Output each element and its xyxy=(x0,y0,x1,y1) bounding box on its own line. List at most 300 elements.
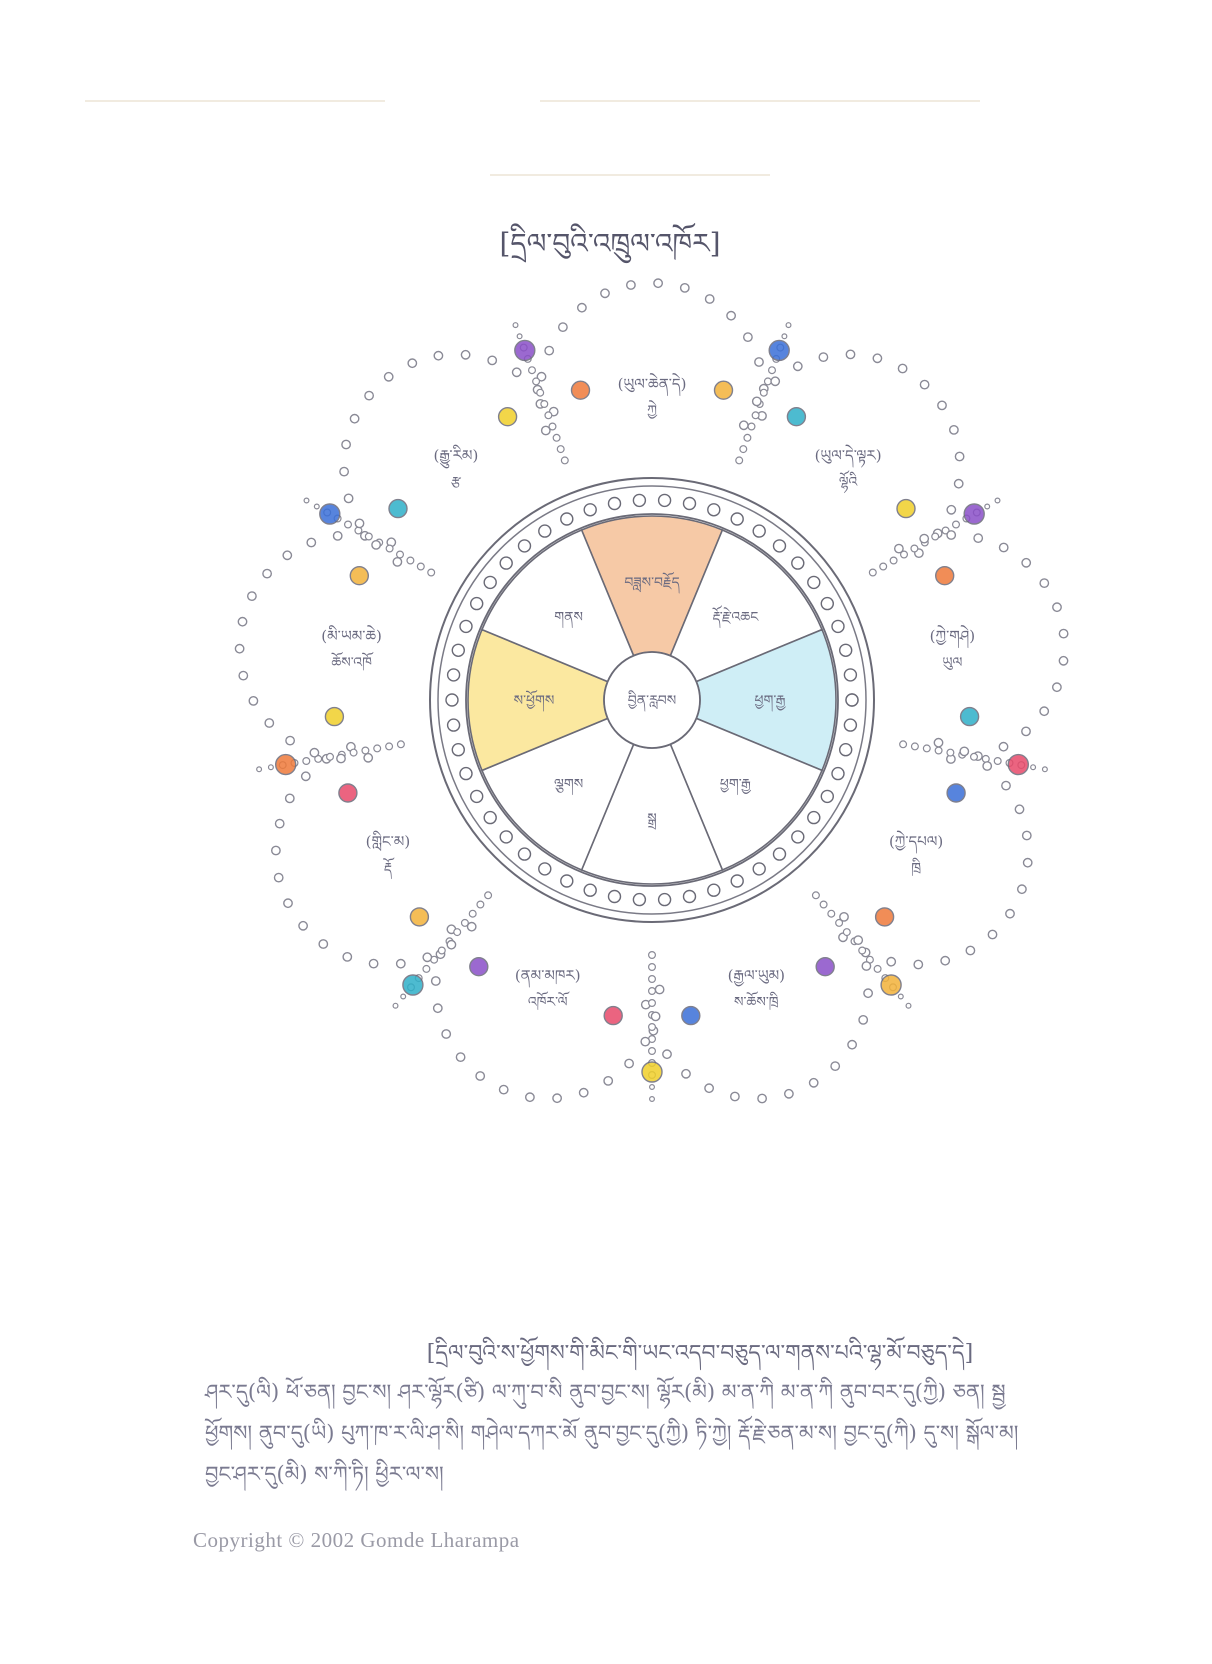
bead xyxy=(434,1004,442,1012)
jewel xyxy=(642,1062,662,1082)
bead xyxy=(1031,765,1036,770)
bead xyxy=(736,457,743,464)
bead xyxy=(706,295,714,303)
bead xyxy=(874,966,881,973)
body-line: བྱང་ཤར་དུ(མི) ས་ཀི་ཏི། ཕྱིར་ལ་ས། xyxy=(205,1462,444,1486)
bead xyxy=(310,749,318,757)
bead xyxy=(1023,831,1031,839)
bead xyxy=(786,323,791,328)
petal xyxy=(839,739,1032,969)
bead xyxy=(911,545,918,552)
bead xyxy=(304,498,309,503)
chain-link xyxy=(584,884,596,896)
petal xyxy=(235,532,395,763)
bead xyxy=(362,747,369,754)
chain-link xyxy=(460,768,472,780)
bead xyxy=(950,426,958,434)
chain-link xyxy=(519,848,531,860)
bead xyxy=(848,1041,856,1049)
chain-link xyxy=(832,620,844,632)
chain-link xyxy=(844,719,856,731)
bead xyxy=(974,534,982,542)
bead xyxy=(407,557,414,564)
bead xyxy=(372,541,380,549)
spike xyxy=(604,952,700,1102)
bead xyxy=(432,977,440,985)
jewel xyxy=(604,1007,622,1025)
chain-link xyxy=(633,894,645,906)
jewel xyxy=(961,708,979,726)
bead xyxy=(537,389,544,396)
jewel xyxy=(470,958,488,976)
chain-link xyxy=(792,557,804,569)
bead xyxy=(740,421,748,429)
chain-link xyxy=(609,891,621,903)
bead xyxy=(284,899,292,907)
bead xyxy=(314,504,319,509)
bead xyxy=(649,1048,656,1055)
bead xyxy=(1022,559,1030,567)
petal-sublabel: རྩ xyxy=(450,474,461,491)
chain-link xyxy=(840,744,852,756)
body-line: ཕྱོགས། ནུབ་དུ(ཡི) པུཀ་ཁ་ར་ལི་ཤ་སི། གཤེལ་དཀར་མོ ནུབ་བྱང་དུ(ཀྱི) ཏི་ཀྱེ། རྡོ་རྗེ་ཅན་མ་ས། བྱང་དུ(ཀི) དུ་ས། སྒོལ་མ། xyxy=(205,1421,1019,1445)
bead xyxy=(748,423,755,430)
chain-link xyxy=(808,576,820,588)
bead xyxy=(365,391,373,399)
jewel xyxy=(787,408,805,426)
bead xyxy=(393,1003,398,1008)
spike xyxy=(304,498,435,585)
petal-label: (ནམ་མཁར) xyxy=(514,966,581,985)
bead xyxy=(862,962,870,970)
jewel xyxy=(816,958,834,976)
bead xyxy=(385,373,393,381)
bead xyxy=(257,767,262,772)
petal xyxy=(642,913,873,1103)
bead xyxy=(344,494,352,502)
bead xyxy=(553,434,560,441)
bead xyxy=(434,352,442,360)
bead xyxy=(785,1090,793,1098)
bead xyxy=(529,367,536,374)
bead xyxy=(765,378,772,385)
bead xyxy=(469,910,476,917)
bead xyxy=(477,901,484,908)
bead xyxy=(869,569,876,576)
bead xyxy=(1040,707,1048,715)
bead xyxy=(705,1084,713,1092)
central-wheel xyxy=(430,478,874,922)
jewel xyxy=(410,908,428,926)
bead xyxy=(840,913,848,921)
caption-heading: [དྲིལ་བུའི་ས་ཕྱོགས་གི་མིང་གི་ཡང་འདབ་བཅུད་ལ་གནས་པའི་ལྷ་མོ་བཅུད་དེ] xyxy=(426,1341,974,1366)
sector-label: ས་ཕྱོགས xyxy=(513,693,555,709)
bead xyxy=(810,1079,818,1087)
bead xyxy=(578,304,586,312)
bead xyxy=(604,1077,612,1085)
petal xyxy=(432,925,664,1102)
bead xyxy=(365,533,372,540)
jewel xyxy=(881,975,901,995)
bead xyxy=(843,929,850,936)
bead xyxy=(454,929,461,936)
bead xyxy=(272,846,280,854)
bead xyxy=(994,758,1001,765)
bead xyxy=(898,994,903,999)
petal-sublabel: ལྷོའི xyxy=(838,474,858,491)
bead xyxy=(601,289,609,297)
jewel xyxy=(964,504,984,524)
petal-sublabel: ས་ཆོས་ཁྲི xyxy=(734,994,779,1011)
spike xyxy=(257,708,405,802)
bead xyxy=(386,545,393,552)
sector-label: ལྕགས xyxy=(553,776,584,793)
bead xyxy=(302,772,310,780)
bead xyxy=(641,1037,649,1045)
bead xyxy=(782,334,787,339)
bead xyxy=(327,753,334,760)
sector-label: ཕྱག་རྒྱ xyxy=(754,693,786,709)
bead xyxy=(513,368,521,376)
bead xyxy=(265,719,273,727)
bead xyxy=(649,1024,656,1031)
petal-label: (གླིང་མ) xyxy=(365,832,411,851)
chain-link xyxy=(840,644,852,656)
chain-link xyxy=(731,513,743,525)
bead xyxy=(769,367,776,374)
petal-label: (ཡུལ་དེ་ལྟར) xyxy=(814,446,882,465)
bead xyxy=(369,959,377,967)
body-line: ཤར་དུ(ལི) ཕོ་ཅན། བྱང་ས། ཤར་ལྷོར(ཙི) ལ་ཀུ་བ་སི ནུབ་བྱང་ས། ལྷོར(མི) མ་ན་ཀི མ་ན་ཀི ནུབ་བར་དུ(ཀྱི) ཅན། སྦྱ xyxy=(205,1380,1006,1404)
bead xyxy=(397,960,405,968)
bead xyxy=(846,350,854,358)
bead xyxy=(813,892,820,899)
bead xyxy=(655,985,663,993)
bead xyxy=(999,743,1007,751)
bead xyxy=(995,498,1000,503)
jewel xyxy=(320,504,340,524)
chain-link xyxy=(708,504,720,516)
bead xyxy=(731,1092,739,1100)
bead xyxy=(423,953,431,961)
bead xyxy=(828,910,835,917)
chain-link xyxy=(471,790,483,802)
bead xyxy=(1059,629,1067,637)
petal-label: (རྒྱལ་ཡུམ) xyxy=(727,966,786,985)
petal-label: (མི་ཡམ་ཆེ) xyxy=(321,627,382,645)
bead xyxy=(947,749,954,756)
bead xyxy=(393,558,401,566)
bead xyxy=(859,947,866,954)
petal-sublabel: འཁོར་ལོ xyxy=(527,994,568,1011)
bead xyxy=(887,958,895,966)
bead xyxy=(488,356,496,364)
spike xyxy=(900,708,1048,802)
jewel xyxy=(769,340,789,360)
bead xyxy=(580,1089,588,1097)
bead xyxy=(549,423,556,430)
bead xyxy=(953,521,960,528)
bead xyxy=(401,994,406,999)
chain-link xyxy=(821,790,833,802)
bead xyxy=(920,380,928,388)
bead xyxy=(947,531,955,539)
bead xyxy=(249,697,257,705)
spike xyxy=(499,323,590,464)
spike xyxy=(393,892,491,1008)
bead xyxy=(553,1094,561,1102)
bead xyxy=(248,592,256,600)
bead xyxy=(343,953,351,961)
bead xyxy=(513,323,518,328)
bead xyxy=(625,1059,633,1067)
bead xyxy=(517,334,522,339)
chain-link xyxy=(808,812,820,824)
bead xyxy=(760,389,767,396)
bead xyxy=(1053,603,1061,611)
bead xyxy=(397,551,404,558)
bead xyxy=(941,957,949,965)
bead xyxy=(654,279,662,287)
bead xyxy=(1040,579,1048,587)
bead xyxy=(303,758,310,765)
bead xyxy=(423,966,430,973)
spike xyxy=(715,323,806,464)
bead xyxy=(238,618,246,626)
bead xyxy=(755,358,763,366)
petal-sublabel: ཁྲི xyxy=(911,860,922,877)
bead xyxy=(831,1062,839,1070)
bead xyxy=(649,952,656,959)
bead xyxy=(337,754,345,762)
bead xyxy=(932,533,939,540)
jewel xyxy=(389,500,407,518)
bead xyxy=(854,936,862,944)
sector-label: བཟླས་བརྗོད xyxy=(624,575,680,591)
diagram-title: [དྲིལ་བུའི་འཁྲུལ་འཁོར] xyxy=(499,227,721,260)
chain-link xyxy=(484,576,496,588)
bead xyxy=(920,534,928,542)
chain-link xyxy=(584,504,596,516)
bead xyxy=(649,976,656,983)
bead xyxy=(938,401,946,409)
bead xyxy=(355,519,363,527)
bead xyxy=(561,457,568,464)
sector-label: ཕྱག་རྒྱ xyxy=(719,776,751,793)
jewel xyxy=(936,567,954,585)
bead xyxy=(386,743,393,750)
bead xyxy=(485,892,492,899)
bead xyxy=(820,901,827,908)
bead xyxy=(864,989,872,997)
chain-link xyxy=(633,494,645,506)
bead xyxy=(880,563,887,570)
bead xyxy=(417,563,424,570)
bead xyxy=(682,1070,690,1078)
chain-link xyxy=(484,812,496,824)
bead xyxy=(559,323,567,331)
bead xyxy=(744,434,751,441)
bead xyxy=(526,1093,534,1101)
bead xyxy=(342,440,350,448)
bead xyxy=(1053,683,1061,691)
bead xyxy=(681,284,689,292)
bead xyxy=(307,538,315,546)
bead xyxy=(1000,543,1008,551)
bead xyxy=(971,753,978,760)
chain-link xyxy=(774,540,786,552)
bead xyxy=(947,506,955,514)
bead xyxy=(286,794,294,802)
chain-link xyxy=(448,669,460,681)
bead xyxy=(1015,805,1023,813)
petal-sublabel: རྡོ xyxy=(383,860,392,877)
copyright-notice: Copyright © 2002 Gomde Lharampa xyxy=(193,1528,520,1552)
bead xyxy=(541,401,548,408)
bead xyxy=(476,1072,484,1080)
bead xyxy=(557,446,564,453)
bead xyxy=(914,960,922,968)
bead xyxy=(1059,657,1067,665)
jewel xyxy=(350,567,368,585)
bead xyxy=(935,747,942,754)
sector-label: རྡོ་རྗེ་འཆང xyxy=(712,609,759,626)
jewel xyxy=(276,755,296,775)
chain-link xyxy=(846,694,858,706)
spike xyxy=(813,892,911,1008)
bead xyxy=(955,480,963,488)
sector-label: སྒྲ xyxy=(647,811,657,827)
chain-link xyxy=(659,494,671,506)
petal-label: (ཀྱེ་དཔལ) xyxy=(888,832,944,851)
bead xyxy=(650,1085,655,1090)
petal-sublabel: ཆོས་འཁོ xyxy=(331,655,372,671)
bead xyxy=(988,930,996,938)
bead xyxy=(263,569,271,577)
bead xyxy=(500,1085,508,1093)
chain-link xyxy=(844,669,856,681)
chain-link xyxy=(731,875,743,887)
chain-link xyxy=(446,694,458,706)
petal-label: (ཡུལ་ཆེན་དེ) xyxy=(617,375,687,393)
bead xyxy=(771,377,779,385)
chain-link xyxy=(448,719,460,731)
chain-link xyxy=(519,540,531,552)
chain-link xyxy=(471,598,483,610)
bead xyxy=(650,1097,655,1102)
bead xyxy=(898,364,906,372)
bead xyxy=(438,947,445,954)
bead xyxy=(398,741,405,748)
bead xyxy=(740,446,747,453)
jewel xyxy=(715,381,733,399)
chain-link xyxy=(452,644,464,656)
bead xyxy=(912,743,919,750)
bead xyxy=(794,362,802,370)
jewel xyxy=(947,784,965,802)
bead xyxy=(1022,727,1030,735)
bead xyxy=(923,745,930,752)
bead xyxy=(350,415,358,423)
petal-label: (རྒྱུ་རིམ) xyxy=(433,446,479,465)
bead xyxy=(286,736,294,744)
bead xyxy=(819,353,827,361)
jewel xyxy=(876,908,894,926)
bead xyxy=(345,521,352,528)
chain-link xyxy=(539,863,551,875)
jewel xyxy=(572,381,590,399)
bead xyxy=(649,988,656,995)
bead xyxy=(447,941,455,949)
chain-link xyxy=(708,884,720,896)
jewel xyxy=(682,1007,700,1025)
jewel xyxy=(325,708,343,726)
chain-link xyxy=(500,831,512,843)
jewel xyxy=(499,408,517,426)
bead xyxy=(983,762,991,770)
bead xyxy=(235,645,243,653)
bead xyxy=(649,964,656,971)
bead xyxy=(966,946,974,954)
petal xyxy=(536,279,768,435)
bead xyxy=(1043,767,1048,772)
jewel xyxy=(403,975,423,995)
bead xyxy=(895,544,903,552)
bead xyxy=(649,1000,656,1007)
jewel xyxy=(897,500,915,518)
chain-link xyxy=(460,620,472,632)
petal-sublabel: ཀྱེ xyxy=(647,403,657,419)
bead xyxy=(442,1030,450,1038)
sector-label: གནས xyxy=(554,609,583,626)
bead xyxy=(276,819,284,827)
chain-link xyxy=(753,525,765,537)
bead xyxy=(533,378,540,385)
bead xyxy=(758,1094,766,1102)
bead xyxy=(269,765,274,770)
bead xyxy=(1002,781,1010,789)
bead xyxy=(545,412,552,419)
bead xyxy=(283,551,291,559)
bead xyxy=(651,1012,659,1020)
chain-link xyxy=(659,894,671,906)
bead xyxy=(744,333,752,341)
chain-link xyxy=(832,768,844,780)
bead xyxy=(456,1053,464,1061)
bead xyxy=(663,1050,671,1058)
chain-link xyxy=(684,498,696,510)
bead xyxy=(239,671,247,679)
bead xyxy=(468,923,476,931)
bead xyxy=(299,922,307,930)
bead xyxy=(340,467,348,475)
petal-label: (ཀྱེ་གཤེ) xyxy=(929,627,976,645)
chain-link xyxy=(539,525,551,537)
bead xyxy=(374,745,381,752)
chain-link xyxy=(609,498,621,510)
bead xyxy=(1023,859,1031,867)
chain-link xyxy=(792,831,804,843)
bead xyxy=(859,1016,867,1024)
chain-link xyxy=(561,875,573,887)
chain-link xyxy=(753,863,765,875)
bead xyxy=(727,312,735,320)
bead xyxy=(753,397,761,405)
chain-link xyxy=(821,598,833,610)
bead xyxy=(461,351,469,359)
bead xyxy=(890,557,897,564)
petal-sublabel: ཡུལ xyxy=(942,655,963,671)
